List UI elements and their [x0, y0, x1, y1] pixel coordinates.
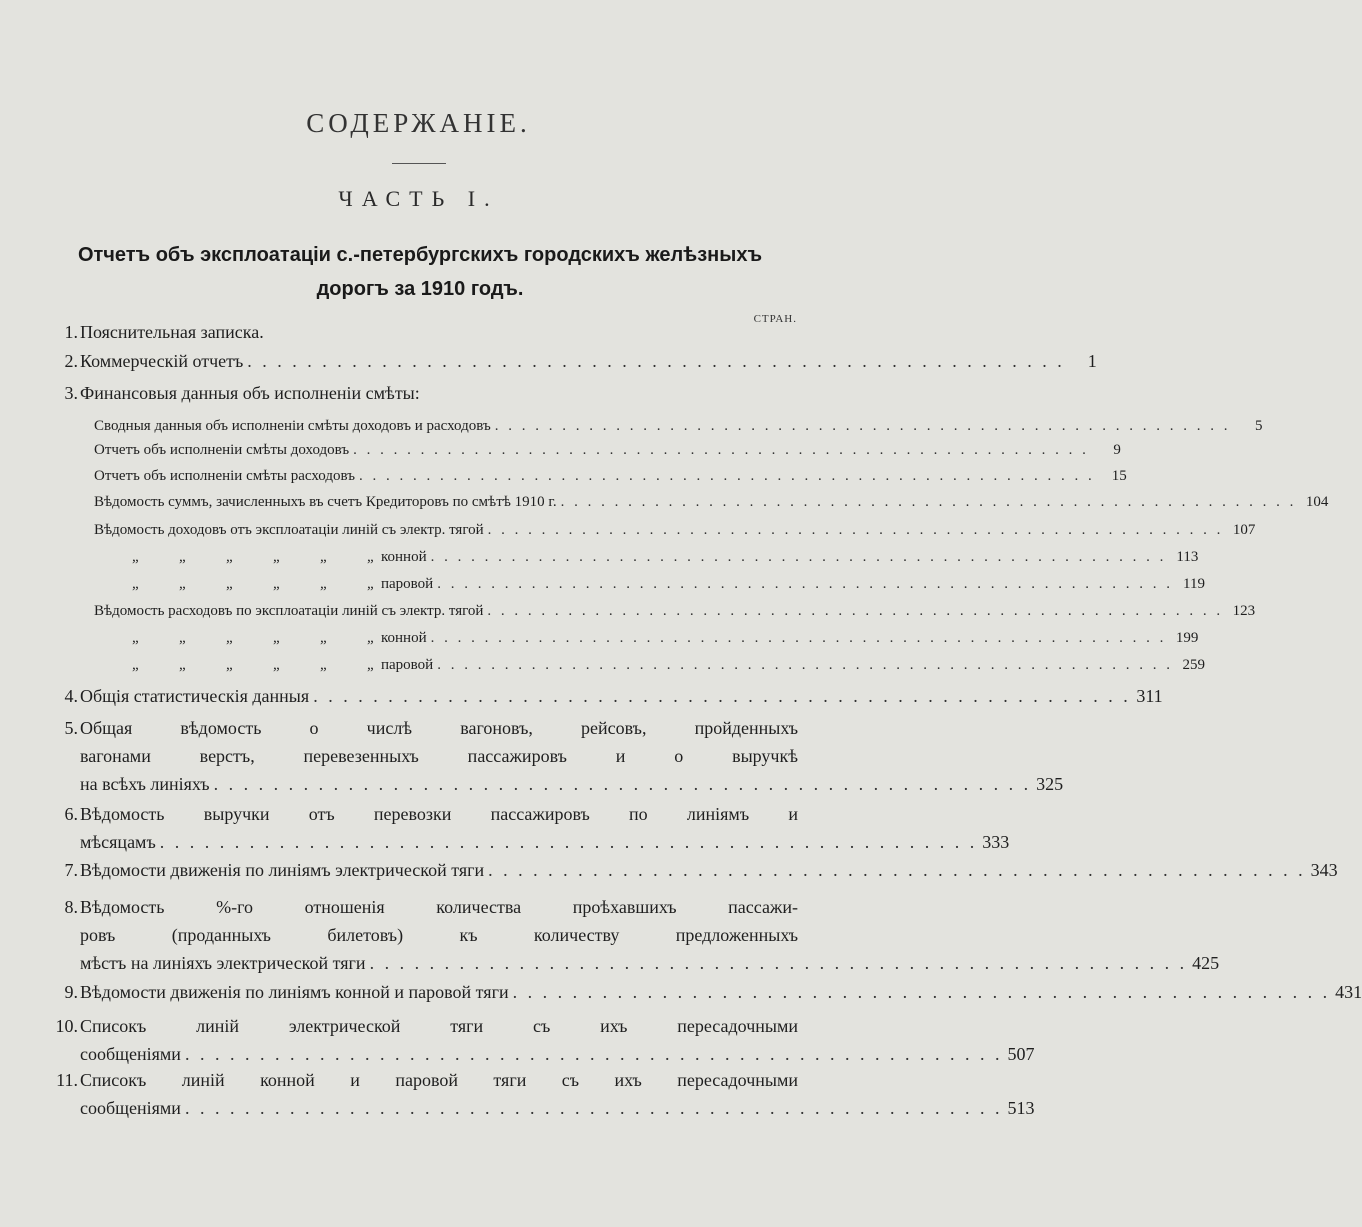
ditto-marks: „ „ „ „ „ „ [132, 657, 374, 673]
dot-leader: . . . . . . . . . . . . . . . . . . . . . . . . . . . . . . . . . . . . . . . . . . . . . . . . . . . . . . . [184, 1044, 1003, 1064]
toc-entry-label: Общія статистическія данныя [80, 686, 310, 706]
toc-entry-number: 5. [64, 718, 78, 738]
toc-entry-page: 123 [1232, 603, 1256, 619]
toc-entry-page: 333 [982, 832, 1010, 852]
toc-entry-line: Общая вѣдомость о числѣ вагоновъ, рейсовъ, пройденныхъ [80, 718, 798, 738]
toc-entry-label: Вѣдомость доходовъ отъ эксплоатаціи линій съ электр. тягой [94, 522, 484, 538]
toc-entry-page: 15 [1111, 468, 1127, 484]
dot-leader: . . . . . . . . . . . . . . . . . . . . . . . . . . . . . . . . . . . . . . . . . . . . . . . . . . . . . . . [213, 774, 1032, 794]
toc-entry-number: 9. [64, 982, 78, 1002]
toc-entry-line: ровъ (проданныхъ билетовъ) къ количеству предложенныхъ [80, 925, 798, 945]
toc-entry-line: Списокъ линій электрической тяги съ ихъ пересадочными [80, 1016, 798, 1036]
page-column-label: СТРАН. [753, 313, 797, 325]
toc-entry-page: 113 [1176, 549, 1199, 565]
toc-entry-label: Вѣдомость суммъ, зачисленныхъ въ счетъ Кредиторовъ по смѣтѣ 1910 г. [94, 494, 557, 510]
toc-entry-label: конной [381, 630, 427, 646]
toc-entry-label: Вѣдомости движенія по линіямъ конной и паровой тяги [80, 982, 509, 1002]
toc-entry-page: 104 [1305, 494, 1329, 510]
toc-entry-label: Сводныя данныя объ исполненіи смѣты доходовъ и расходовъ [94, 418, 491, 434]
dot-leader: . . . . . . . . . . . . . . . . . . . . . . . . . . . . . . . . . . . . . . . . . . . . . . . . . . . . . . . [512, 982, 1331, 1002]
toc-entry-line: Списокъ линій конной и паровой тяги съ ихъ пересадочными [80, 1070, 798, 1090]
toc-entry-number: 3. [64, 383, 78, 403]
dot-leader: . . . . . . . . . . . . . . . . . . . . . . . . . . . . . . . . . . . . . . . . . . . . . . . . . . . . . . . [358, 468, 1095, 484]
dot-leader: . . . . . . . . . . . . . . . . . . . . . . . . . . . . . . . . . . . . . . . . . . . . . . . . . . . . . . . [430, 549, 1167, 565]
ditto-marks: „ „ „ „ „ „ [132, 549, 374, 565]
toc-entry-page: 9 [1113, 442, 1121, 458]
toc-entry-label: Пояснительная записка. [80, 322, 264, 342]
dot-leader: . . . . . . . . . . . . . . . . . . . . . . . . . . . . . . . . . . . . . . . . . . . . . . . . . . . . . . . [437, 576, 1173, 592]
toc-entry-label: Отчетъ объ исполненіи смѣты доходовъ [94, 442, 350, 458]
toc-entry-label: Отчетъ объ исполненіи смѣты расходовъ [94, 468, 355, 484]
dot-leader: . . . . . . . . . . . . . . . . . . . . . . . . . . . . . . . . . . . . . . . . . . . . . . . . . . . . . . . [313, 686, 1131, 706]
dot-leader: . . . . . . . . . . . . . . . . . . . . . . . . . . . . . . . . . . . . . . . . . . . . . . . . . . . . . . . [369, 953, 1188, 973]
toc-entry-page: 259 [1182, 657, 1205, 673]
toc-entry-page: 343 [1310, 860, 1338, 880]
toc-entry-label: сообщеніями [80, 1044, 181, 1064]
part-heading: ЧАСТЬ I. [338, 186, 499, 211]
toc-entry-page: 199 [1175, 630, 1199, 646]
toc-entry-label: паровой [381, 657, 434, 673]
toc-entry-page: 325 [1036, 774, 1064, 794]
toc-entry-number: 1. [64, 322, 78, 342]
toc-entry-label: мѣстъ на линіяхъ электрической тяги [80, 953, 366, 973]
dot-leader: . . . . . . . . . . . . . . . . . . . . . . . . . . . . . . . . . . . . . . . . . . . . . . . . . . . . . . . [487, 603, 1224, 619]
ditto-marks: „ „ „ „ „ „ [132, 630, 374, 646]
toc-entry-label: сообщеніями [80, 1098, 181, 1118]
dot-leader: . . . . . . . . . . . . . . . . . . . . . . . . . . . . . . . . . . . . . . . . . . . . . . . . . . . . . . . [184, 1098, 1003, 1118]
toc-entry-label: конной [381, 549, 427, 565]
dot-leader: . . . . . . . . . . . . . . . . . . . . . . . . . . . . . . . . . . . . . . . . . . . . . . . . . . . . . . . [159, 832, 978, 852]
toc-entry-page: 513 [1007, 1098, 1035, 1118]
dot-leader: . . . . . . . . . . . . . . . . . . . . . . . . . . . . . . . . . . . . . . . . . . . . . . . . . . . . . . . [487, 522, 1224, 538]
toc-entry-number: 11. [56, 1070, 78, 1090]
toc-entry-label: Вѣдомости движенія по линіямъ электрической тяги [80, 860, 485, 880]
toc-entry-label: Вѣдомость расходовъ по эксплоатаціи линій съ электр. тягой [94, 603, 484, 619]
toc-entry-label: мѣсяцамъ [80, 832, 156, 852]
report-heading-line1: Отчетъ объ эксплоатаціи с.-петербургскихъ городскихъ желѣзныхъ [77, 244, 763, 266]
toc-entry-label: Коммерческій отчетъ [80, 351, 244, 371]
toc-entry-line: Вѣдомость выручки отъ перевозки пассажировъ по линіямъ и [80, 804, 798, 824]
page-title: СОДЕРЖАНІЕ. [306, 108, 531, 138]
toc-entry-page: 107 [1232, 522, 1256, 538]
dot-leader: . . . . . . . . . . . . . . . . . . . . . . . . . . . . . . . . . . . . . . . . . . . . . . . . . . . . . . . [560, 494, 1297, 510]
toc-entry-number: 4. [64, 686, 78, 706]
toc-entry-label: на всѣхъ линіяхъ [80, 774, 210, 794]
dot-leader: . . . . . . . . . . . . . . . . . . . . . . . . . . . . . . . . . . . . . . . . . . . . . . . . . . . . . . . [247, 351, 1065, 371]
toc-entry-number: 2. [64, 351, 78, 371]
dot-leader: . . . . . . . . . . . . . . . . . . . . . . . . . . . . . . . . . . . . . . . . . . . . . . . . . . . . . . . [430, 630, 1167, 646]
toc-entry-label: Финансовыя данныя объ исполненіи смѣты: [80, 383, 420, 403]
toc-entry-page: 1 [1087, 351, 1097, 371]
report-heading [40, 238, 800, 306]
ditto-marks: „ „ „ „ „ „ [132, 576, 374, 592]
dot-leader: . . . . . . . . . . . . . . . . . . . . . . . . . . . . . . . . . . . . . . . . . . . . . . . . . . . . . . . [353, 442, 1089, 458]
report-heading-line2: дорогъ за 1910 годъ. [316, 278, 524, 300]
toc-entry-page: 119 [1183, 576, 1205, 592]
dot-leader: . . . . . . . . . . . . . . . . . . . . . . . . . . . . . . . . . . . . . . . . . . . . . . . . . . . . . . . [488, 860, 1306, 880]
toc-entry-number: 6. [64, 804, 78, 824]
dot-leader: . . . . . . . . . . . . . . . . . . . . . . . . . . . . . . . . . . . . . . . . . . . . . . . . . . . . . . . [437, 657, 1173, 673]
toc-entry-page: 311 [1136, 686, 1163, 706]
toc-entry-number: 10. [55, 1016, 78, 1036]
toc-entry-line: Вѣдомость %-го отношенія количества проѣхавшихъ пассажи- [80, 897, 798, 917]
title-divider [392, 163, 446, 164]
toc-entry-line: вагонами верстъ, перевезенныхъ пассажировъ и о выручкѣ [80, 746, 798, 766]
toc-entry-number: 7. [64, 860, 78, 880]
toc-entry-page: 431 [1335, 982, 1362, 1002]
toc-entry-page: 425 [1192, 953, 1220, 973]
toc-entry-label: паровой [381, 576, 434, 592]
toc-entry-page: 507 [1007, 1044, 1035, 1064]
toc-entry-page: 5 [1254, 418, 1263, 434]
toc-entry-number: 8. [64, 897, 78, 917]
dot-leader: . . . . . . . . . . . . . . . . . . . . . . . . . . . . . . . . . . . . . . . . . . . . . . . . . . . . . . . [494, 418, 1231, 434]
